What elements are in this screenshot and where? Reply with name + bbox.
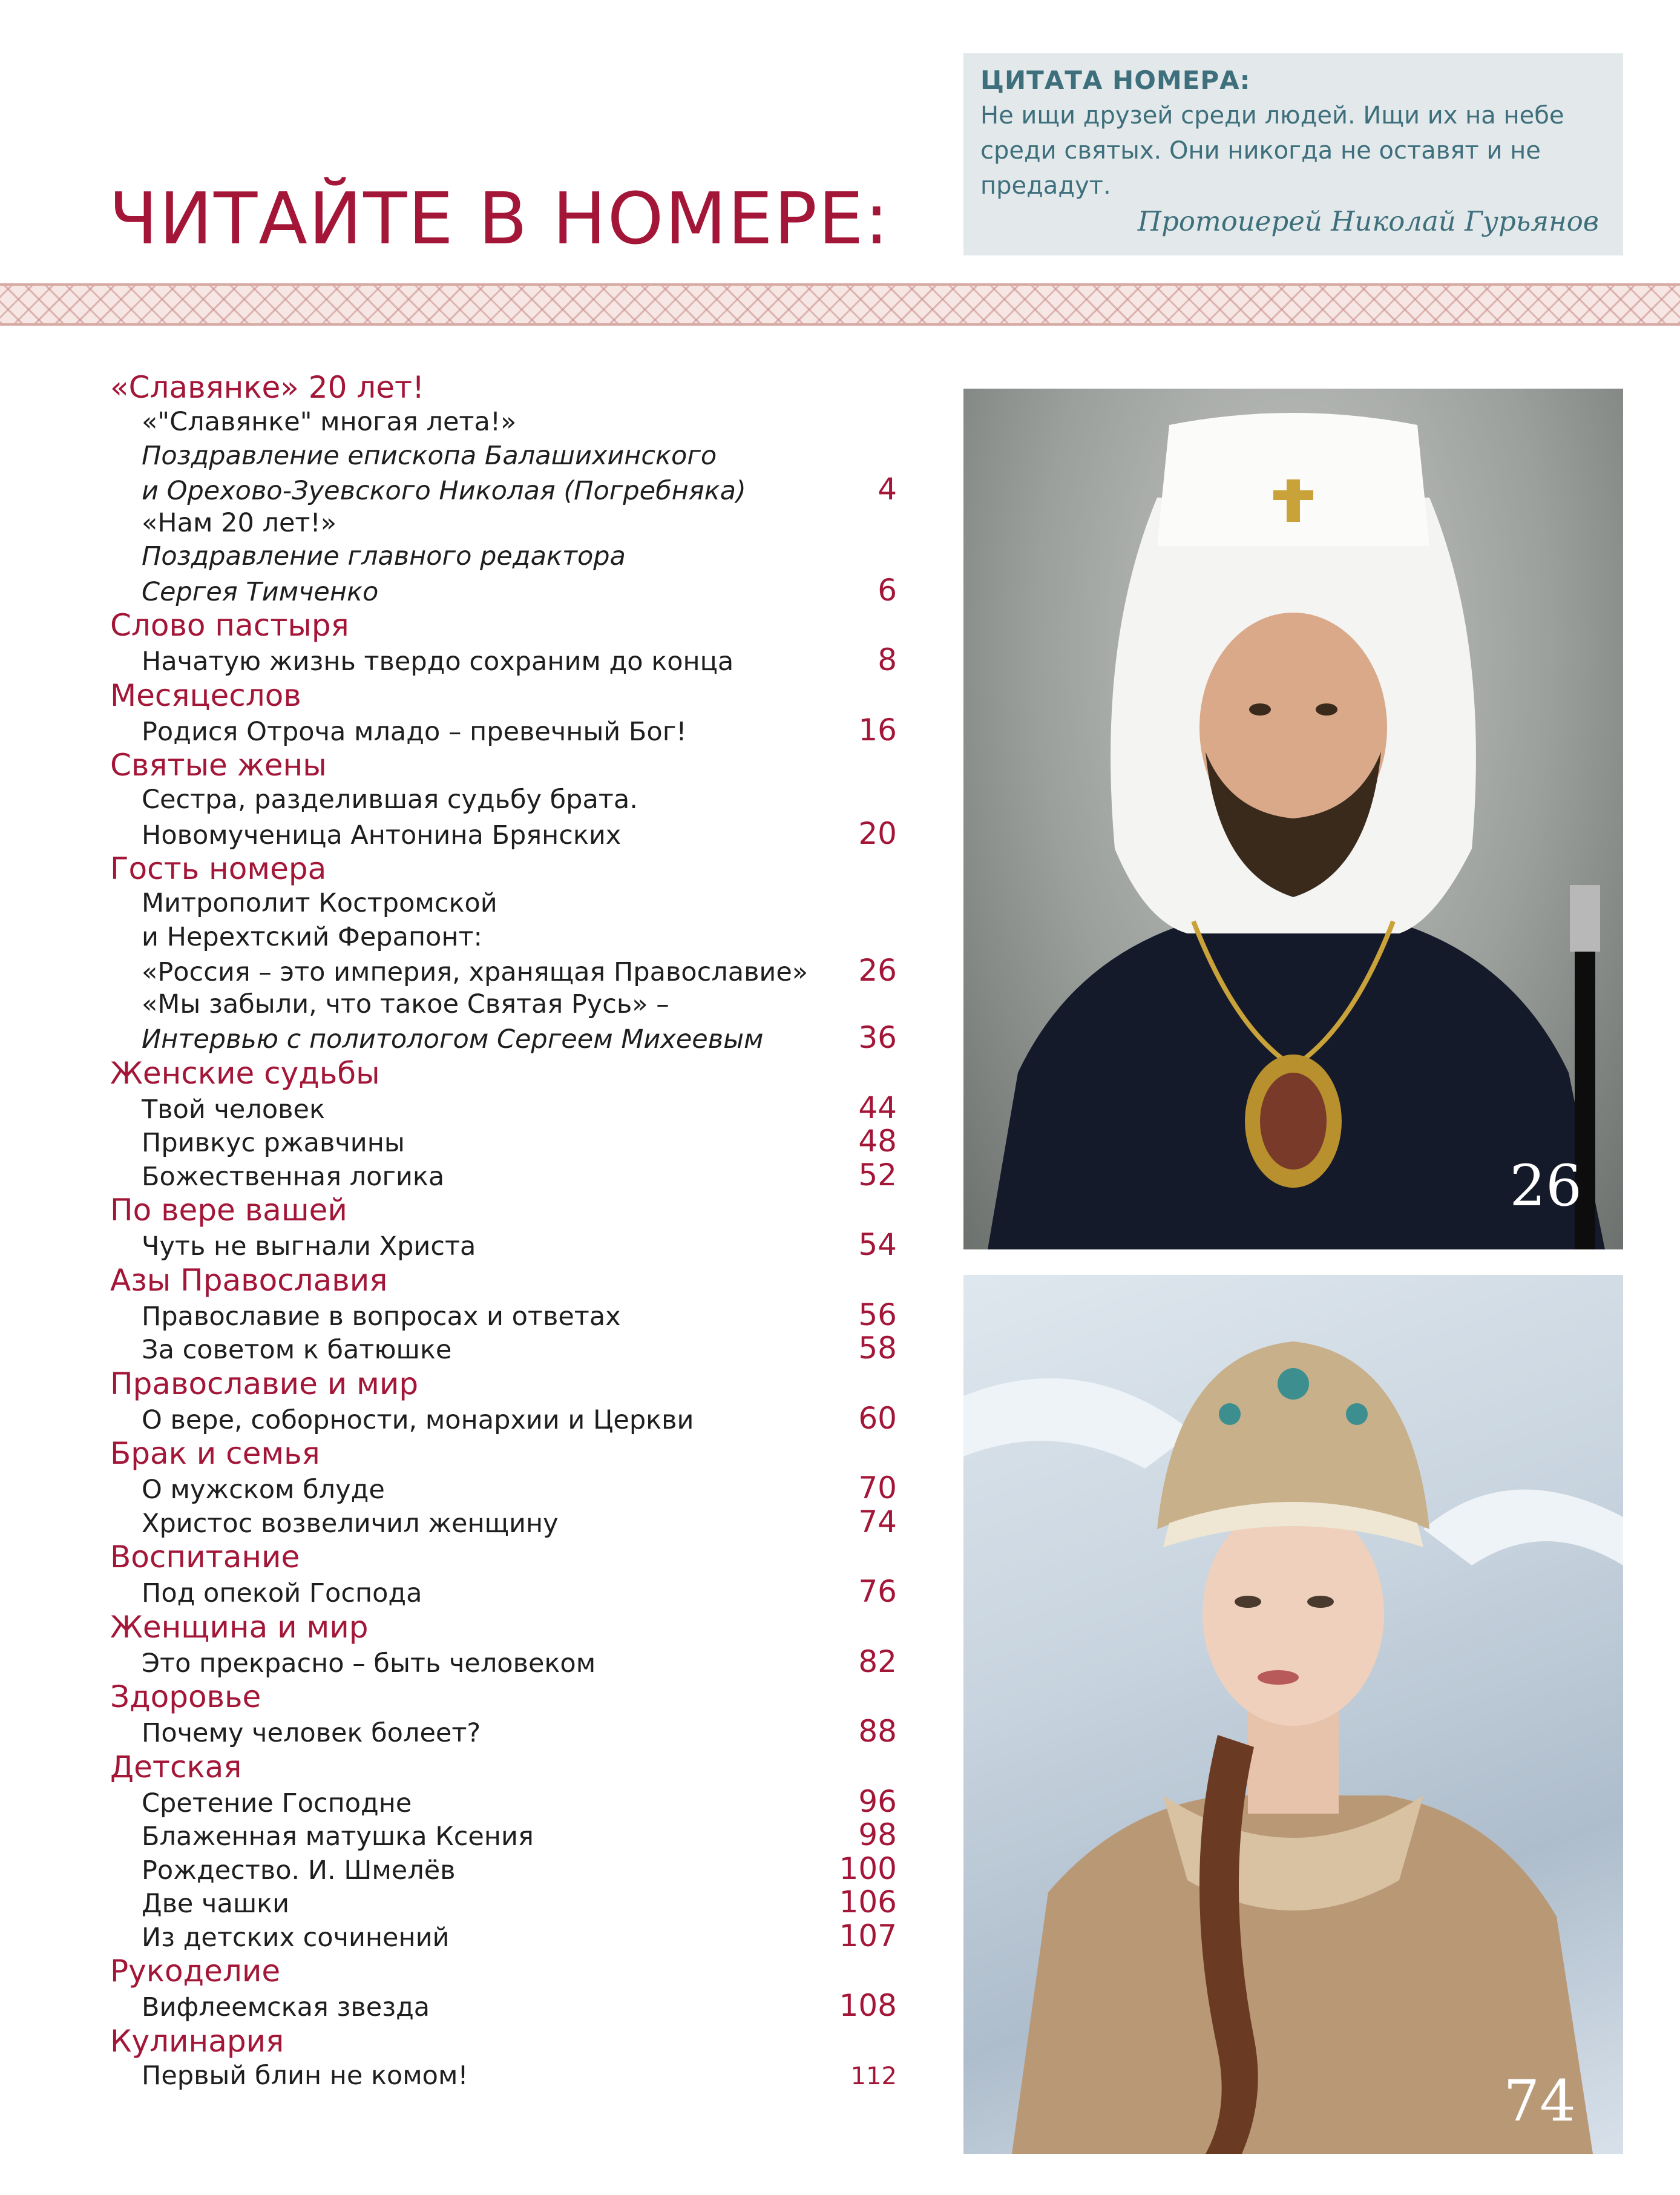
toc-entry-text: Божественная логика (142, 1161, 445, 1192)
toc-entry-text: Начатую жизнь твердо сохраним до конца (142, 647, 734, 677)
toc-entry-text: и Орехово-Зуевского Николая (Погребняка) (142, 476, 746, 506)
portrait-illustration (963, 1275, 1623, 2154)
ornament-divider (0, 283, 1680, 326)
toc-entry-text: Блаженная матушка Ксения (142, 1821, 534, 1852)
toc-section-title: Женские судьбы (110, 1055, 380, 1091)
quote-box (963, 53, 1623, 255)
page-number-badge: 26 (1509, 1153, 1582, 1219)
toc-entry-text: «Нам 20 лет!» (142, 507, 337, 538)
toc-entry-text: Интервью с политологом Сергеем Михеевым (142, 1024, 764, 1055)
toc-entry-page: 60 (858, 1400, 897, 1436)
toc-entry (110, 1852, 897, 1886)
page-number-badge: 74 (1503, 2068, 1576, 2134)
toc-section-title: Азы Православия (110, 1262, 388, 1298)
page-title: ЧИТАЙТЕ В НОМЕРЕ: (109, 177, 890, 260)
toc-entry-page: 16 (858, 712, 897, 748)
toc-entry (110, 988, 897, 1022)
toc-entry (110, 473, 897, 507)
toc-entry (110, 1298, 897, 1332)
toc-entry-page: 74 (858, 1504, 897, 1539)
toc-entry-text: Родися Отроча младо – превечный Бог! (142, 716, 687, 747)
toc-entry-text: Сестра, разделившая судьбу брата. (142, 785, 638, 815)
toc-entry (110, 439, 897, 473)
toc-entry-page: 88 (858, 1714, 897, 1749)
toc-entry-text: Первый блин не комом! (142, 2060, 468, 2091)
toc-entry-text: Почему человек болеет? (142, 1718, 481, 1748)
toc-entry (110, 1159, 897, 1193)
toc-entry (110, 714, 897, 748)
toc-entry-page: 56 (858, 1297, 897, 1332)
toc-entry (110, 1920, 897, 1953)
toc-entry-text: «"Славянке" многая лета!» (142, 407, 517, 437)
toc-entry (110, 954, 897, 988)
toc-entry (110, 1228, 897, 1262)
toc-entry-page: 82 (858, 1644, 897, 1679)
toc-entry-text: Вифлеемская звезда (142, 1992, 430, 2022)
toc-entry (110, 1332, 897, 1366)
toc-entry-page: 106 (839, 1884, 897, 1920)
toc-entry-page: 6 (878, 572, 897, 608)
quote-author: Протоиерей Николай Гурьянов (1137, 205, 1599, 237)
toc-entry-text: Из детских сочинений (142, 1922, 450, 1953)
portrait-illustration (963, 389, 1623, 1249)
toc-section-title: Гость номера (110, 851, 327, 886)
toc-entry-page: 107 (839, 1918, 897, 1953)
toc-entry-page: 48 (858, 1124, 897, 1159)
toc-entry-page: 100 (839, 1851, 897, 1886)
toc-entry-text: Сретение Господне (142, 1788, 412, 1818)
toc-entry-text: «Мы забыли, что такое Святая Русь» – (142, 989, 669, 1019)
toc-entry (110, 887, 897, 921)
toc-entry (110, 1021, 897, 1055)
toc-entry (110, 1402, 897, 1436)
toc-entry-text: и Нерехтский Ферапонт: (142, 921, 483, 952)
toc-entry-text: Митрополит Костромской (142, 888, 497, 918)
toc-entry-text: За советом к батюшке (142, 1335, 452, 1365)
toc-section-title: Слово пастыря (110, 608, 349, 643)
toc-entry-page: 98 (858, 1817, 897, 1852)
toc-section-title: «Славянке» 20 лет! (110, 370, 425, 405)
toc-section-title: Православие и мир (110, 1366, 419, 1401)
toc-entry-text: О вере, соборности, монархии и Церкви (142, 1404, 694, 1435)
toc-section-title: Женщина и мир (110, 1609, 369, 1645)
toc-entry-page: 4 (878, 472, 897, 507)
toc-entry (110, 1645, 897, 1679)
toc-section-title: Воспитание (110, 1539, 300, 1575)
toc-entry-text: О мужском блуде (142, 1475, 385, 1505)
toc-entry-page: 26 (858, 953, 897, 988)
toc-entry-page: 96 (858, 1783, 897, 1819)
quote-line: среди святых. Они никогда не оставят и не (980, 137, 1541, 165)
toc-entry-page: 108 (839, 1988, 897, 2023)
toc-entry-page: 52 (858, 1157, 897, 1193)
toc-section-title: Брак и семья (110, 1436, 320, 1471)
toc-entry (110, 1989, 897, 2023)
toc-entry-text: Поздравление главного редактора (142, 541, 626, 571)
toc-entry (110, 1886, 897, 1920)
toc-entry-text: «Россия – это империя, хранящая Православие» (142, 957, 809, 987)
table-of-contents (110, 369, 897, 2093)
toc-entry-page: 70 (858, 1470, 897, 1506)
toc-entry-page: 76 (858, 1574, 897, 1609)
toc-entry (110, 2059, 897, 2093)
toc-entry-text: Сергея Тимченко (142, 576, 379, 607)
quote-line: Не ищи друзей среди людей. Ищи их на небе (980, 102, 1564, 130)
toc-entry (110, 1715, 897, 1749)
quote-line: предадут. (980, 172, 1111, 200)
photo-metropolitan (963, 389, 1623, 1249)
toc-entry (110, 406, 897, 439)
toc-entry (110, 540, 897, 574)
toc-entry (110, 1785, 897, 1819)
photo-woman-kokoshnik (963, 1275, 1623, 2154)
toc-entry-page: 58 (858, 1331, 897, 1366)
toc-entry-text: Рождество. И. Шмелёв (142, 1855, 456, 1886)
toc-entry (110, 643, 897, 677)
toc-section-title: Детская (110, 1749, 242, 1785)
toc-section-title: Месяцеслов (110, 677, 301, 713)
toc-entry (110, 1125, 897, 1159)
toc-entry (110, 1506, 897, 1539)
quote-title: ЦИТАТА НОМЕРА: (980, 65, 1251, 95)
toc-entry (110, 1818, 897, 1852)
toc-entry-text: Привкус ржавчины (142, 1128, 405, 1158)
toc-entry (110, 817, 897, 851)
toc-entry-page: 112 (850, 2062, 897, 2090)
toc-entry-text: Две чашки (142, 1889, 290, 1919)
toc-entry-text: Твой человек (142, 1094, 325, 1125)
toc-entry-text: Это прекрасно – быть человеком (142, 1648, 596, 1679)
toc-entry (110, 1575, 897, 1609)
toc-entry-page: 20 (858, 815, 897, 851)
toc-entry-text: Под опекой Господа (142, 1578, 422, 1608)
toc-entry-text: Чуть не выгнали Христа (142, 1231, 476, 1262)
toc-entry (110, 783, 897, 817)
toc-section-title: Святые жены (110, 748, 327, 783)
toc-entry-page: 44 (858, 1090, 897, 1125)
toc-section-title: Здоровье (110, 1679, 261, 1714)
toc-section-title: По вере вашей (110, 1193, 347, 1228)
toc-section-title: Кулинария (110, 2023, 284, 2059)
toc-entry-page: 54 (858, 1227, 897, 1262)
toc-entry (110, 507, 897, 541)
toc-entry-text: Поздравление епископа Балашихинского (142, 440, 717, 471)
toc-entry (110, 1091, 897, 1125)
toc-entry-text: Христос возвеличил женщину (142, 1508, 559, 1539)
toc-entry (110, 1472, 897, 1506)
toc-entry-text: Новомученица Антонина Брянских (142, 820, 622, 851)
toc-section-title: Рукоделие (110, 1953, 281, 1989)
toc-entry (110, 574, 897, 608)
toc-entry-page: 8 (878, 642, 897, 677)
toc-entry (110, 921, 897, 955)
toc-entry-page: 36 (858, 1020, 897, 1055)
toc-entry-text: Православие в вопросах и ответах (142, 1301, 621, 1332)
